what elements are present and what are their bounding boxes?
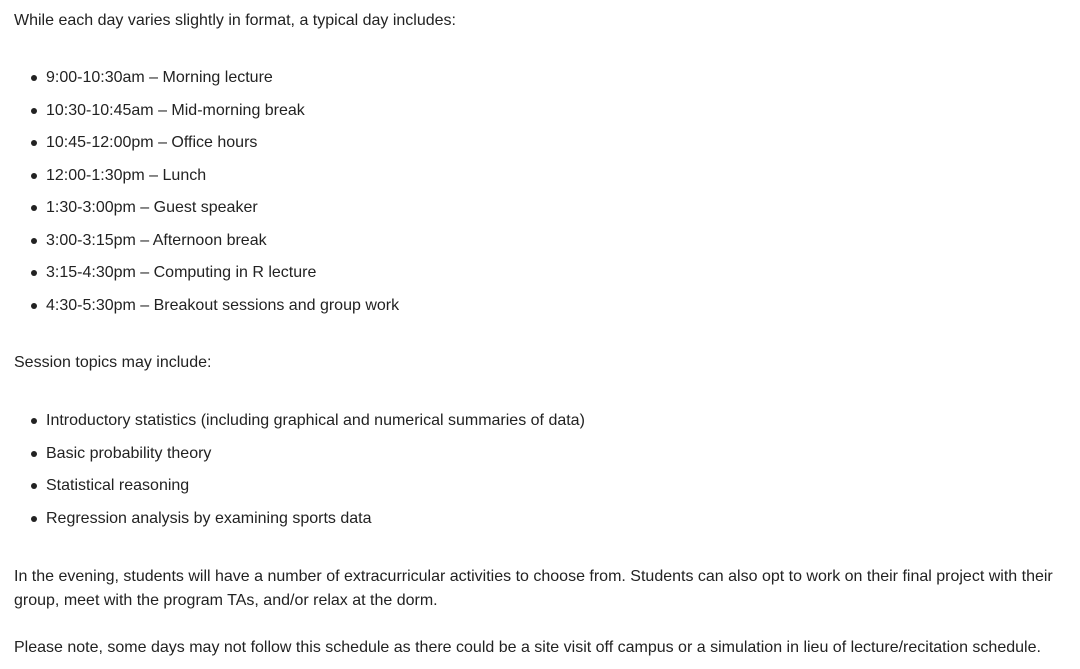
evening-paragraph: In the evening, students will have a number of extracurricular activities to choose from. Students can also opt to work on their final project with their group, meet with the program TAs, and/or relax at the dorm. xyxy=(14,568,1053,609)
schedule-item-text: 10:45-12:00pm – Office hours xyxy=(46,134,258,151)
bullet-icon xyxy=(31,238,37,244)
topic-item xyxy=(46,503,585,536)
bullet-icon xyxy=(31,418,37,424)
schedule-item-text: 3:00-3:15pm – Afternoon break xyxy=(46,231,267,249)
schedule-item-text: 3:15-4:30pm – Computing in R lecture xyxy=(46,264,317,281)
schedule-item-text: 10:30-10:45am – Mid-morning break xyxy=(46,101,305,119)
bullet-icon xyxy=(31,303,37,309)
schedule-item xyxy=(46,225,399,258)
topic-item-text: Statistical reasoning xyxy=(46,477,190,494)
topics-intro: Session topics may include: xyxy=(14,354,212,371)
schedule-list xyxy=(46,62,399,322)
bullet-icon xyxy=(31,516,37,522)
bullet-icon xyxy=(31,270,37,276)
schedule-item-text: 12:00-1:30pm – Lunch xyxy=(46,166,207,184)
schedule-item xyxy=(46,127,399,160)
schedule-item xyxy=(46,290,399,323)
topic-item xyxy=(46,470,585,503)
schedule-item-text: 9:00-10:30am – Morning lecture xyxy=(46,69,273,86)
topic-item-text: Introductory statistics (including graphical and numerical summaries of data) xyxy=(46,412,585,429)
schedule-item xyxy=(46,62,399,95)
bullet-icon xyxy=(31,205,37,211)
bullet-icon xyxy=(31,140,37,146)
schedule-note: Please note, some days may not follow this schedule as there could be a site visit off campus or a simulation in lieu of lecture/recitation schedule. xyxy=(14,639,1041,656)
bullet-icon xyxy=(31,173,37,179)
bullet-icon xyxy=(31,451,37,457)
bullet-icon xyxy=(31,75,37,81)
schedule-item-text: 1:30-3:00pm – Guest speaker xyxy=(46,199,258,216)
topic-item-text: Basic probability theory xyxy=(46,444,212,462)
bullet-icon xyxy=(31,108,37,114)
topics-list xyxy=(46,405,585,535)
schedule-item xyxy=(46,257,399,290)
topic-item xyxy=(46,405,585,438)
schedule-item-text: 4:30-5:30pm – Breakout sessions and group work xyxy=(46,296,400,314)
schedule-item xyxy=(46,160,399,193)
bullet-icon xyxy=(31,483,37,489)
schedule-item xyxy=(46,192,399,225)
topic-item-text: Regression analysis by examining sports data xyxy=(46,509,372,527)
schedule-intro: While each day varies slightly in format, a typical day includes: xyxy=(14,12,456,29)
topic-item xyxy=(46,438,585,471)
schedule-item xyxy=(46,95,399,128)
